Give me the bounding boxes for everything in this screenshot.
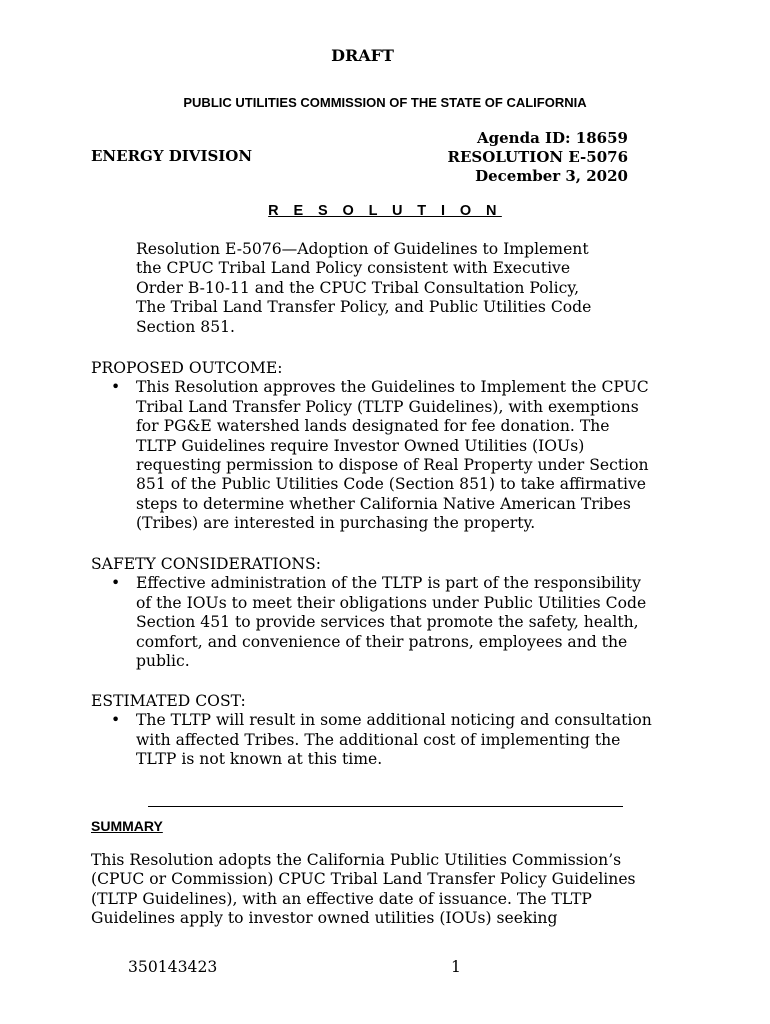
description-line: Section 851. (136, 317, 236, 336)
description-line: The Tribal Land Transfer Policy, and Public Utilities Code (136, 298, 592, 317)
text-line: steps to determine whether California Native American Tribes (136, 494, 631, 513)
draft-label: DRAFT (331, 46, 394, 65)
text-line: Effective administration of the TLTP is part of the responsibility (136, 574, 641, 593)
text-line: (CPUC or Commission) CPUC Tribal Land Transfer Policy Guidelines (91, 870, 636, 889)
text-line: Tribal Land Transfer Policy (TLTP Guidelines), with exemptions (136, 397, 639, 416)
text-line: Guidelines apply to investor owned utilities (IOUs) seeking (91, 909, 558, 928)
section-divider (148, 806, 623, 807)
section-heading: PROPOSED OUTCOME: (91, 359, 283, 377)
text-line: TLTP is not known at this time. (136, 750, 383, 769)
document-number: 350143423 (128, 958, 218, 976)
estimated-cost-section (91, 692, 691, 770)
text-line: public. (136, 652, 190, 671)
bullet-list (91, 378, 691, 533)
text-line: of the IOUs to meet their obligations under Public Utilities Code (136, 593, 647, 612)
text-line: 851 of the Public Utilities Code (Section 851) to take affirmative (136, 475, 646, 494)
resolution-date: December 3, 2020 (475, 167, 628, 185)
description-line: Resolution E-5076—Adoption of Guidelines to Implement (136, 240, 589, 258)
proposed-outcome-section (91, 359, 691, 534)
list-item (91, 574, 691, 671)
bullet-icon: • (111, 574, 121, 593)
commission-title: PUBLIC UTILITIES COMMISSION OF THE STATE OF CALIFORNIA (183, 95, 587, 110)
text-line: for PG&E watershed lands designated for fee donation. The (136, 417, 610, 436)
division-label: ENERGY DIVISION (91, 147, 253, 165)
resolution-description (136, 240, 656, 337)
text-line: with affected Tribes. The additional cost of implementing the (136, 730, 621, 749)
text-line: comfort, and convenience of their patrons, employees and the (136, 632, 628, 651)
list-item (91, 711, 691, 769)
summary-body (91, 851, 681, 929)
resolution-meta (448, 129, 628, 186)
summary-heading: SUMMARY (91, 818, 163, 834)
text-line: Section 451 to provide services that promote the safety, health, (136, 613, 639, 632)
text-line: TLTP Guidelines require Investor Owned Utilities (IOUs) (136, 436, 585, 455)
text-line: This Resolution adopts the California Public Utilities Commission’s (91, 851, 622, 869)
bullet-list (91, 711, 691, 769)
bullet-icon: • (111, 711, 121, 730)
text-line: requesting permission to dispose of Real Property under Section (136, 456, 649, 475)
text-line: (TLTP Guidelines), with an effective date of issuance. The TLTP (91, 889, 592, 908)
section-heading: ESTIMATED COST: (91, 692, 246, 710)
safety-considerations-section (91, 555, 691, 671)
agenda-id: Agenda ID: 18659 (477, 129, 628, 147)
description-line: Order B-10-11 and the CPUC Tribal Consultation Policy, (136, 278, 580, 297)
description-line: the CPUC Tribal Land Policy consistent with Executive (136, 259, 571, 278)
text-line: The TLTP will result in some additional noticing and consultation (136, 711, 652, 730)
text-line: (Tribes) are interested in purchasing the property. (136, 514, 536, 533)
resolution-heading: R E S O L U T I O N (268, 203, 502, 219)
page-number: 1 (451, 958, 461, 976)
list-item (91, 378, 691, 533)
resolution-number: RESOLUTION E-5076 (447, 148, 628, 166)
section-heading: SAFETY CONSIDERATIONS: (91, 555, 321, 573)
text-line: This Resolution approves the Guidelines to Implement the CPUC (136, 378, 649, 397)
bullet-list (91, 574, 691, 671)
bullet-icon: • (111, 378, 121, 397)
